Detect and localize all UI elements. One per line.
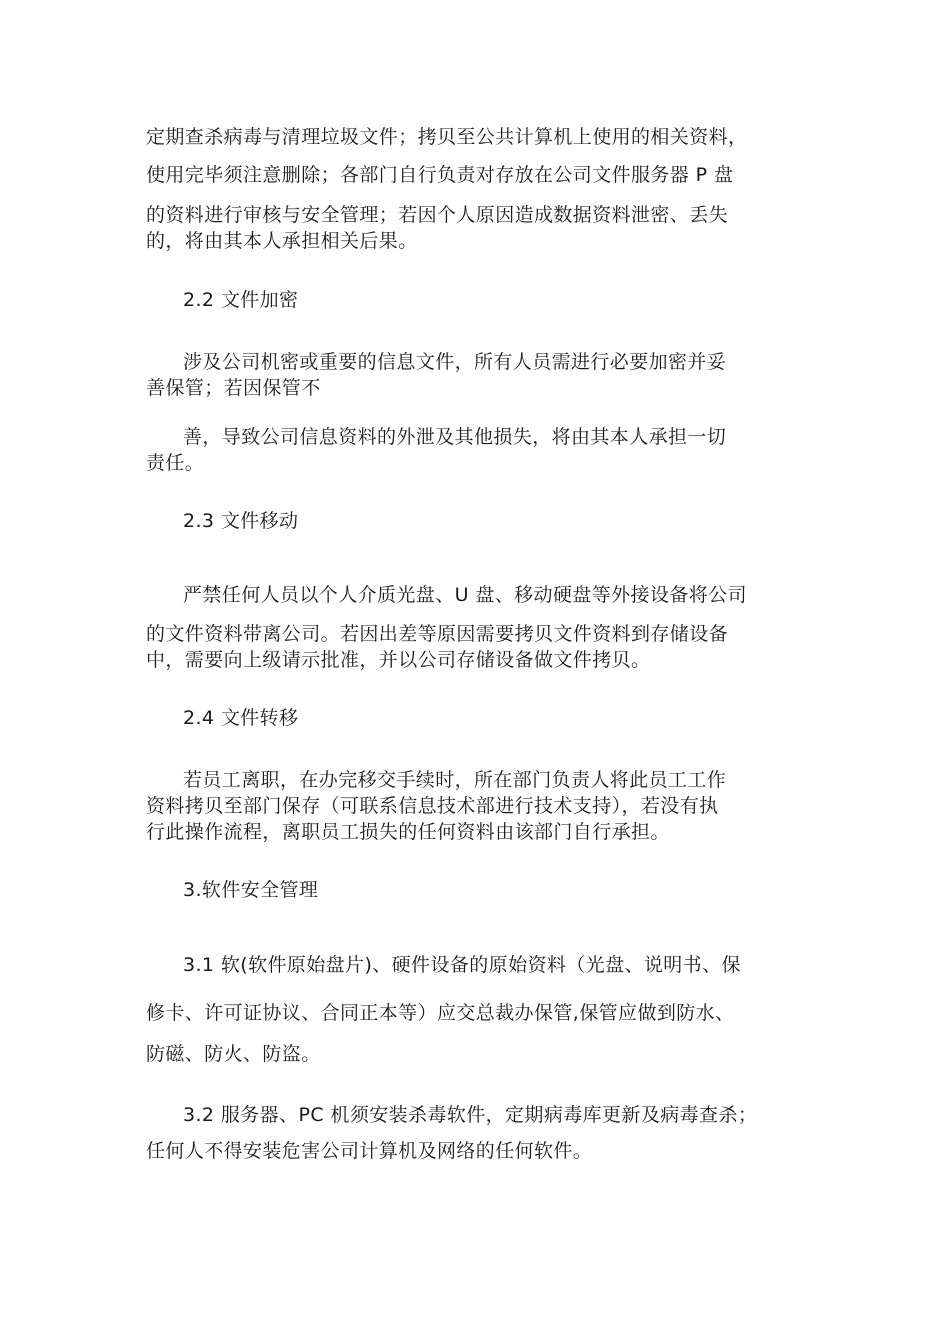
section-heading-2-2: 2.2 文件加密 xyxy=(183,289,299,311)
paragraph-line: 中，需要向上级请示批准，并以公司存储设备做文件拷贝。 xyxy=(146,649,651,671)
paragraph-line: 防磁、防火、防盗。 xyxy=(146,1043,321,1065)
paragraph-line: 的，将由其本人承担相关后果。 xyxy=(146,230,418,252)
paragraph-line: 任何人不得安装危害公司计算机及网络的任何软件。 xyxy=(146,1140,593,1162)
paragraph-line: 涉及公司机密或重要的信息文件，所有人员需进行必要加密并妥 xyxy=(183,351,727,373)
paragraph-line: 善，导致公司信息资料的外泄及其他损失，将由其本人承担一切 xyxy=(183,426,727,448)
paragraph-line: 修卡、许可证协议、合同正本等）应交总裁办保管,保管应做到防水、 xyxy=(146,1002,735,1024)
paragraph-line: 资料拷贝至部门保存（可联系信息技术部进行技术支持），若没有执 xyxy=(146,795,719,817)
section-heading-2-3: 2.3 文件移动 xyxy=(183,510,299,532)
paragraph-line: 的资料进行审核与安全管理；若因个人原因造成数据资料泄密、丢失 xyxy=(146,204,729,226)
paragraph-line: 使用完毕须注意删除；各部门自行负责对存放在公司文件服务器 P 盘 xyxy=(146,164,734,186)
paragraph-line: 善保管；若因保管不 xyxy=(146,377,321,399)
section-heading-2-4: 2.4 文件转移 xyxy=(183,707,299,729)
paragraph-line: 严禁任何人员以个人介质光盘、U 盘、移动硬盘等外接设备将公司 xyxy=(183,584,747,606)
section-heading-3: 3.软件安全管理 xyxy=(183,879,319,901)
paragraph-line: 责任。 xyxy=(146,452,205,474)
paragraph-line: 若员工离职，在办完移交手续时，所在部门负责人将此员工工作 xyxy=(183,769,727,791)
paragraph-line: 3.2 服务器、PC 机须安装杀毒软件，定期病毒库更新及病毒查杀； xyxy=(183,1104,758,1126)
paragraph-line: 的文件资料带离公司。若因出差等原因需要拷贝文件资料到存储设备 xyxy=(146,623,729,645)
paragraph-line: 定期查杀病毒与清理垃圾文件；拷贝至公共计算机上使用的相关资料， xyxy=(146,126,748,148)
paragraph-line: 3.1 软(软件原始盘片)、硬件设备的原始资料（光盘、说明书、保 xyxy=(183,954,741,976)
paragraph-line: 行此操作流程，离职员工损失的任何资料由该部门自行承担。 xyxy=(146,821,670,843)
